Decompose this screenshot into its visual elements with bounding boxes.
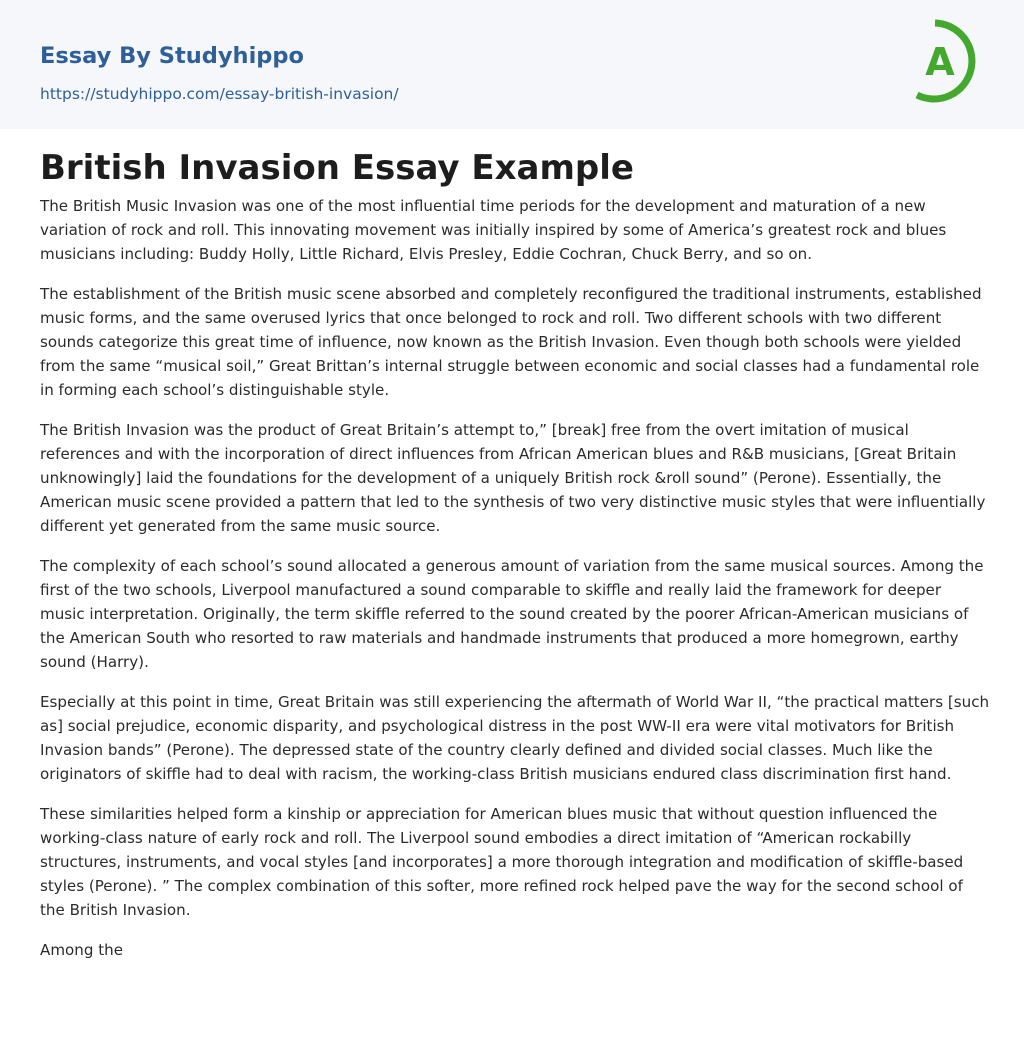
logo-letter: A [925,40,955,84]
site-header [0,0,1024,129]
essay-paragraph-6: These similarities helped form a kinship or appreciation for American blues music that without question influenced the working-class nature of early rock and roll. The Liverpool sound embodies a direct imitation of “American rockabilly structures, instruments, and vocal styles [and incorporates] a more thorough integration and modification of skiffle-based styles (Perone). ” The complex combination of this softer, more refined rock helped pave the way for the second school of the British Invasion. [40,805,964,919]
essay-paragraph-7: Among the [40,941,123,959]
essay-paragraph-2: The establishment of the British music scene absorbed and completely reconfigured the traditional instruments, established music forms, and the same overused lyrics that once belonged to rock and roll. Two different schools with two different sounds categorize this great time of influence, now known as the British Invasion. Even though both schools were yielded from the same “musical soil,” Great Brittan’s internal struggle between economic and social classes had a fundamental role in forming each school’s distinguishable style. [40,285,982,399]
page-title: British Invasion Essay Example [40,148,634,188]
site-title[interactable]: Essay By Studyhippo [40,43,304,69]
essay-body [40,194,990,978]
essay-paragraph-5: Especially at this point in time, Great Britain was still experiencing the aftermath of World War II, “the practical matters [such as] social prejudice, economic disparity, and psychological distress in the post WW-II era were vital motivators for British Invasion bands” (Perone). The depressed state of the country clearly defined and divided social classes. Much like the originators of skiffle had to deal with racism, the working-class British musicians endured class discrimination first hand. [40,693,990,783]
essay-paragraph-4: The complexity of each school’s sound allocated a generous amount of variation from the same musical sources. Among the first of the two schools, Liverpool manufactured a sound comparable to skiffle and really laid the framework for deeper music interpretation. Originally, the term skiffle referred to the sound created by the poorer African-American musicians of the American South who resorted to raw materials and handmade instruments that produced a more homegrown, earthy sound (Harry). [40,557,984,671]
studyhippo-logo[interactable] [898,18,988,108]
essay-paragraph-1: The British Music Invasion was one of the most influential time periods for the development and maturation of a new variation of rock and roll. This innovating movement was initially inspired by some of America’s greatest rock and blues musicians including: Buddy Holly, Little Richard, Elvis Presley, Eddie Cochran, Chuck Berry, and so on. [40,197,947,263]
essay-paragraph-3: The British Invasion was the product of Great Britain’s attempt to,” [break] free from the overt imitation of musical references and with the incorporation of direct influences from African American blues and R&B musicians, [Great Britain unknowingly] laid the foundations for the development of a uniquely British rock &roll sound” (Perone). Essentially, the American music scene provided a pattern that led to the synthesis of two very distinctive music styles that were influentially different yet generated from the same music source. [40,421,986,535]
essay-url-link[interactable]: https://studyhippo.com/essay-british-invasion/ [40,85,399,103]
